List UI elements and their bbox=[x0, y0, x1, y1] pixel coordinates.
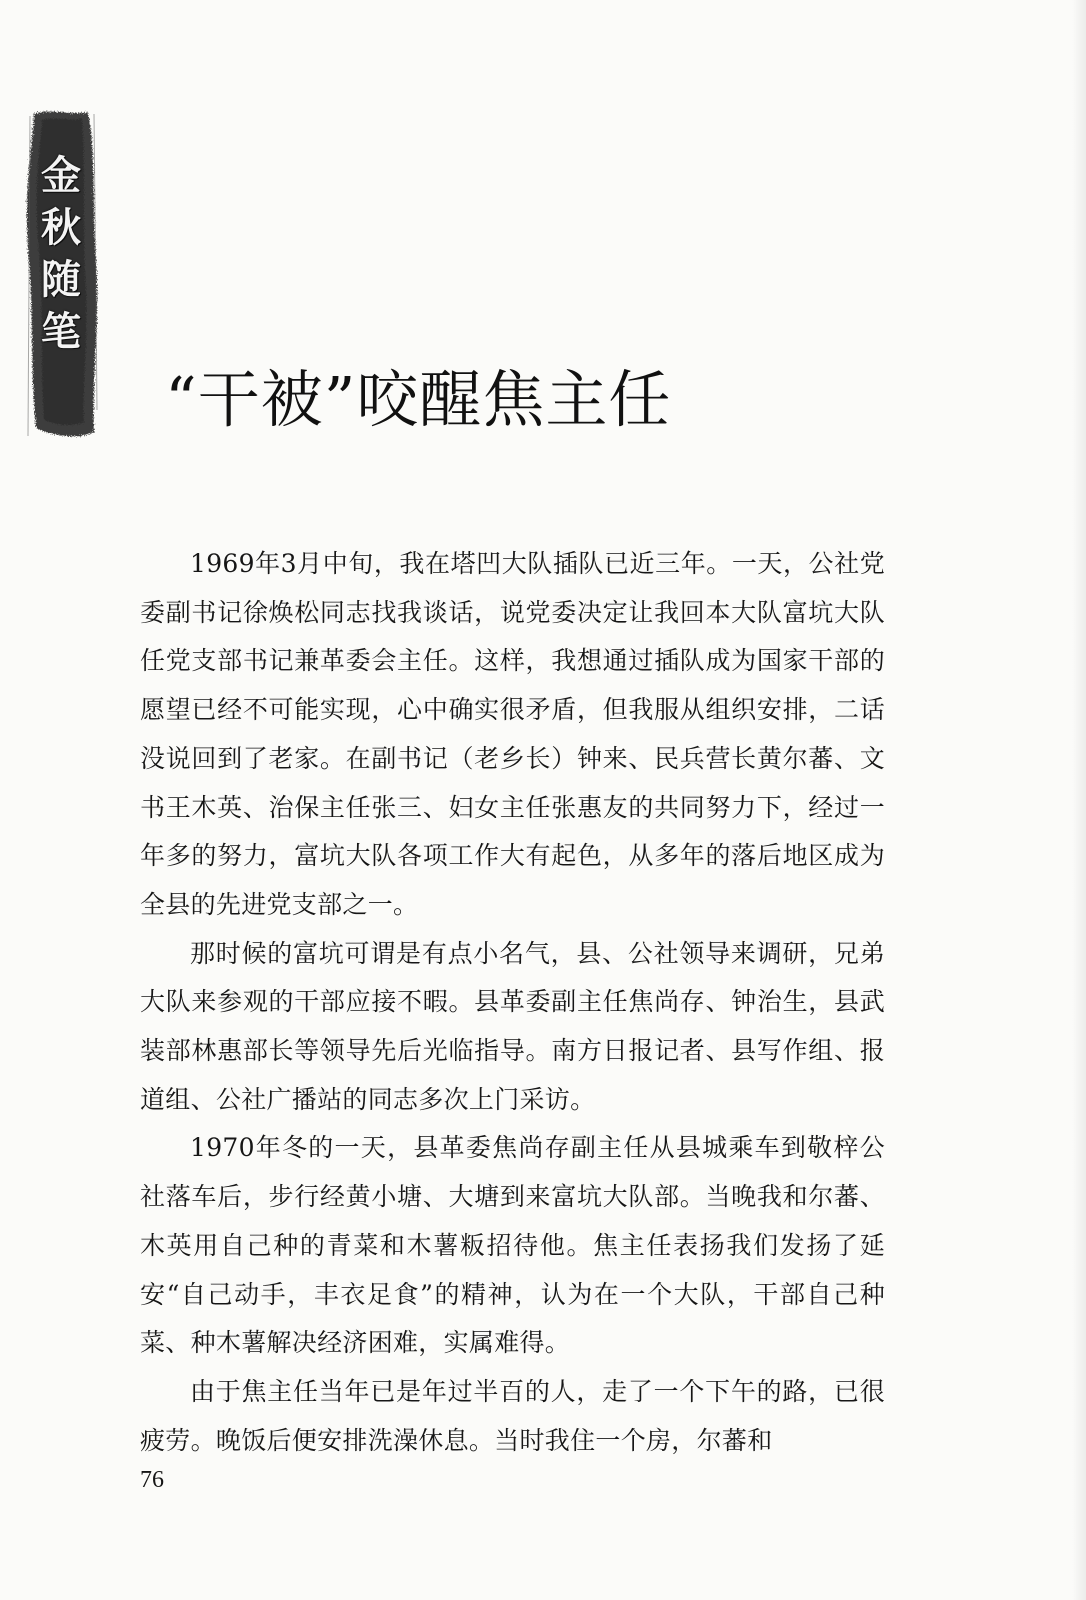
series-title bbox=[36, 150, 86, 358]
series-mark bbox=[22, 110, 100, 440]
page-edge-shadow bbox=[1072, 0, 1086, 1600]
series-char-1: 金 bbox=[41, 152, 81, 199]
page-number: 76 bbox=[140, 1467, 164, 1493]
body-text bbox=[140, 540, 885, 1465]
series-char-2: 秋 bbox=[41, 204, 81, 251]
paragraph-4: 由于焦主任当年已是年过半百的人，走了一个下午的路，已很疲劳。晚饭后便安排洗澡休息。当时我住一个房，尔蕃和 bbox=[140, 1376, 885, 1455]
series-char-3: 随 bbox=[41, 256, 81, 303]
chapter-title: “干被”咬醒焦主任 bbox=[165, 363, 672, 436]
series-char-4: 笔 bbox=[41, 308, 81, 355]
paragraph-2: 那时候的富坑可谓是有点小名气，县、公社领导来调研，兄弟大队来参观的干部应接不暇。县革委副主任焦尚存、钟治生，县武装部林惠部长等领导先后光临指导。南方日报记者、县写作组、报道组、公社广播站的同志多次上门采访。 bbox=[140, 938, 885, 1114]
paragraph-3: 1970年冬的一天，县革委焦尚存副主任从县城乘车到敬梓公社落车后，步行经黄小塘、大塘到来富坑大队部。当晚我和尔蕃、木英用自己种的青菜和木薯粄招待他。焦主任表扬我们发扬了延安“自己动手，丰衣足食”的精神，认为在一个大队，干部自己种菜、种木薯解决经济困难，实属难得。 bbox=[140, 1133, 885, 1358]
paragraph-1: 1969年3月中旬，我在塔凹大队插队已近三年。一天，公社党委副书记徐焕松同志找我谈话，说党委决定让我回本大队富坑大队任党支部书记兼革委会主任。这样，我想通过插队成为国家干部的愿望已经不可能实现，心中确实很矛盾，但我服从组织安排，二话没说回到了老家。在副书记（老乡长）钟来、民兵营长黄尔蕃、文书王木英、治保主任张三、妇女主任张惠友的共同努力下，经过一年多的努力，富坑大队各项工作大有起色，从多年的落后地区成为全县的先进党支部之一。 bbox=[140, 549, 885, 919]
